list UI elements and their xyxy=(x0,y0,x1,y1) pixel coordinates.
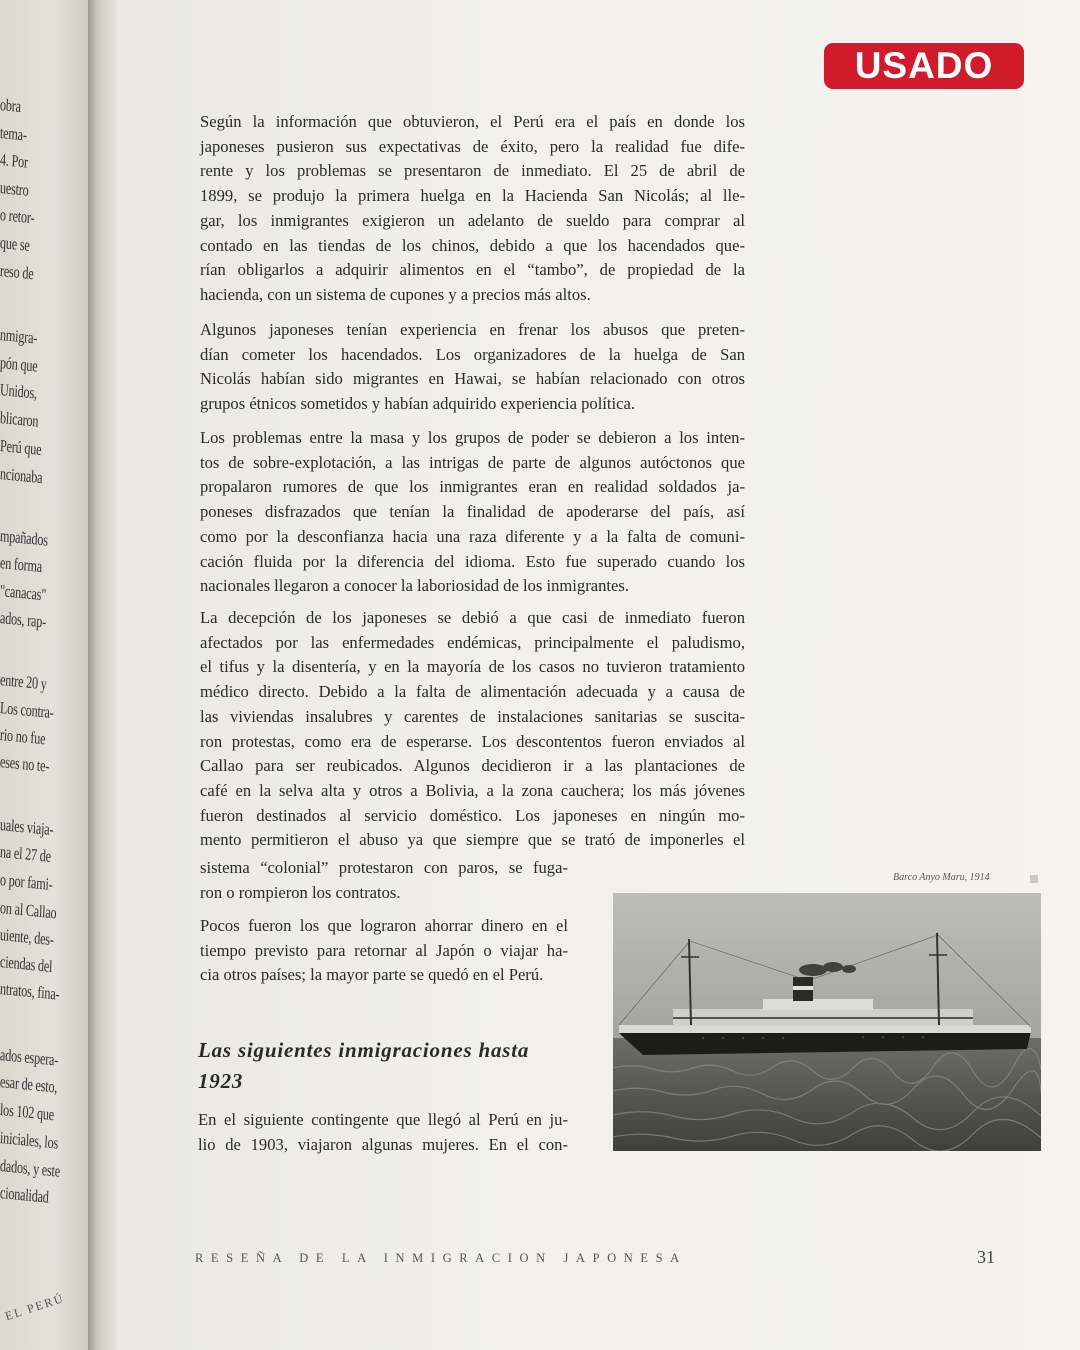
text-line: ron protestas, como era de esperarse. Los descontentos fueron enviados al xyxy=(200,731,745,751)
text-line: La decepción de los japoneses se debió a que casi de inmediato fueron xyxy=(200,608,745,627)
section-heading-line: Las siguientes inmigraciones hasta xyxy=(198,1038,530,1062)
text-line: lio de 1903, viajaron algunas mujeres. En el con- xyxy=(198,1134,568,1154)
left-page-text-fragment: "canacas" xyxy=(0,581,47,605)
paragraph-4-continuation xyxy=(200,856,568,905)
left-page-text-fragment: cionalidad xyxy=(0,1183,50,1207)
text-line: cación fluida por la diferencia del idioma. Esto fue superado cuando los xyxy=(200,551,745,571)
text-line: tiempo previsto para retornar al Japón o viajar ha- xyxy=(200,940,568,960)
left-page-text-fragment: uiente, des- xyxy=(0,925,55,950)
left-page-text-fragment: uales viaja- xyxy=(0,815,54,840)
text-line: el tifus y la disentería, y en la mayoría de los casos no tuvieron tratamiento xyxy=(200,657,745,677)
left-page-text-fragment: ncionaba xyxy=(0,464,43,488)
section-heading xyxy=(198,1035,578,1097)
paragraph-6 xyxy=(198,1108,568,1157)
section-heading-line: 1923 xyxy=(198,1069,244,1093)
left-page-text-fragment: reso de xyxy=(0,261,34,284)
text-line: médico directo. Debido a la falta de alimentación adecuada y a causa de xyxy=(200,682,745,702)
text-line: como por la desconfianza hacia una raza diferente y a la falta de comuni- xyxy=(200,526,745,546)
text-line: café en la selva alta y otros a Bolivia, a la zona cauchera; los más jóvenes xyxy=(200,780,745,800)
left-page-text-fragment: iniciales, los xyxy=(0,1128,59,1153)
left-page-footer: EL PERÚ xyxy=(3,1290,67,1324)
page-number: 31 xyxy=(977,1247,995,1267)
text-line: propalaron rumores de que los inmigrantes eran en realidad soldados ja- xyxy=(200,477,745,497)
paragraph-5 xyxy=(200,914,568,988)
text-line: Nicolás habían sido migrantes en Hawai, se habían relacionado con otros xyxy=(200,369,745,389)
text-line: 1899, se produjo la primera huelga en la Hacienda San Nicolás; al lle- xyxy=(200,186,745,206)
left-page-text-fragment: 4. Por xyxy=(0,150,29,172)
text-line: mento permitieron el abuso ya que siempre que se trató de imponerles el xyxy=(200,830,745,850)
photo-caption: Barco Anyo Maru, 1914 xyxy=(893,872,990,883)
running-title: RESEÑA DE LA INMIGRACION JAPONESA xyxy=(195,1251,687,1265)
left-page-text-fragment: o por fami- xyxy=(0,870,54,895)
left-page-text-fragment: obra xyxy=(0,95,22,117)
left-page-text-fragment: on al Callao xyxy=(0,898,57,923)
text-line: afectados por las enfermedades endémicas, principalmente el paludismo, xyxy=(200,632,745,652)
text-line: japoneses pusieron sus expectativas de éxito, pero la realidad fue dife- xyxy=(200,136,745,156)
left-page-text-fragment: los 102 que xyxy=(0,1100,55,1125)
caption-marker xyxy=(1030,875,1038,883)
text-line: sistema “colonial” protestaron con paros, se fuga- xyxy=(200,858,568,877)
left-page-text-fragment: rio no fue xyxy=(0,725,46,749)
ship-photo xyxy=(613,893,1041,1151)
text-line: cia otros países; la mayor parte se quedó en el Perú. xyxy=(200,965,544,985)
paragraph-1 xyxy=(200,110,745,308)
text-line: rían obligarlos a adquirir alimentos en el “tambo”, de propiedad de la xyxy=(200,260,745,280)
left-page-text-fragment: en forma xyxy=(0,553,43,577)
left-page-text-fragment: entre 20 y xyxy=(0,670,48,694)
left-page-text-fragment: o retor- xyxy=(0,205,35,228)
left-page-text-fragment: mpañados xyxy=(0,526,49,550)
left-page-text-fragment: uestro xyxy=(0,178,30,200)
text-line: gar, los inmigrantes exigieron un adelanto de sueldo para comprar al xyxy=(200,210,745,230)
text-line: hacienda, con un sistema de cupones y a precios más altos. xyxy=(200,284,591,304)
text-line: grupos étnicos sometidos y habían adquirido experiencia política. xyxy=(200,394,636,414)
left-page-text-fragment: blicaron xyxy=(0,408,39,431)
text-line: poneses disfrazados que tenían la finalidad de apoderarse del país, así xyxy=(200,502,745,522)
paragraph-3 xyxy=(200,426,745,599)
left-page-text-fragment: Los contra- xyxy=(0,698,55,723)
left-page-text-fragment: nmigra- xyxy=(0,325,38,348)
left-page-text-fragment: pón que xyxy=(0,353,38,376)
left-facing-page xyxy=(0,0,88,1350)
left-page-text-fragment: Perú que xyxy=(0,436,42,459)
text-line: En el siguiente contingente que llegó al Perú en ju- xyxy=(198,1110,568,1129)
text-line: Pocos fueron los que lograron ahorrar dinero en el xyxy=(200,916,568,935)
left-page-text-fragment: ados espera- xyxy=(0,1045,59,1070)
text-line: ron o rompieron los contratos. xyxy=(200,882,401,902)
paragraph-4 xyxy=(200,606,745,853)
text-line: Según la información que obtuvieron, el Perú era el país en donde los xyxy=(200,112,745,131)
left-page-text-fragment: ntratos, fina- xyxy=(0,979,60,1004)
text-line: fueron destinados al servicio doméstico. Los japoneses en ningún mo- xyxy=(200,805,745,825)
left-page-text-fragment: dados, y este xyxy=(0,1156,61,1181)
left-page-text-fragment: ados, rap- xyxy=(0,608,47,632)
paragraph-2 xyxy=(200,318,745,417)
used-badge: USADO xyxy=(824,43,1024,89)
text-line: tos de sobre-explotación, a las intrigas de parte de algunos autóctonos que xyxy=(200,452,745,472)
text-line: contado en las tiendas de los chinos, debido a que los hacendados que- xyxy=(200,235,745,255)
text-line: Algunos japoneses tenían experiencia en frenar los abusos que preten- xyxy=(200,320,745,339)
left-page-text-fragment: esar de esto, xyxy=(0,1072,58,1097)
left-page-text-fragment: que se xyxy=(0,233,31,255)
text-line: Los problemas entre la masa y los grupos de poder se debieron a los inten- xyxy=(200,428,745,447)
text-line: dían cometer los hacendados. Los organizadores de la huelga de San xyxy=(200,344,745,364)
left-page-text-fragment: na el 27 de xyxy=(0,842,52,866)
left-page-text-fragment: Unidos, xyxy=(0,380,38,403)
book-gutter xyxy=(88,0,118,1350)
text-line: Callao para ser reubicados. Algunos decidieron ir a las plantaciones de xyxy=(200,756,745,776)
left-page-text-fragment: ciendas del xyxy=(0,952,53,977)
text-line: las viviendas insalubres y carentes de instalaciones sanitarias se suscita- xyxy=(200,706,745,726)
left-page-text-fragment: eses no te- xyxy=(0,752,50,776)
text-line: nacionales llegaron a conocer la laboriosidad de los inmigrantes. xyxy=(200,576,629,596)
left-page-text-fragment: tema- xyxy=(0,123,28,145)
text-line: rente y los problemas se presentaron de inmediato. El 25 de abril de xyxy=(200,161,745,181)
